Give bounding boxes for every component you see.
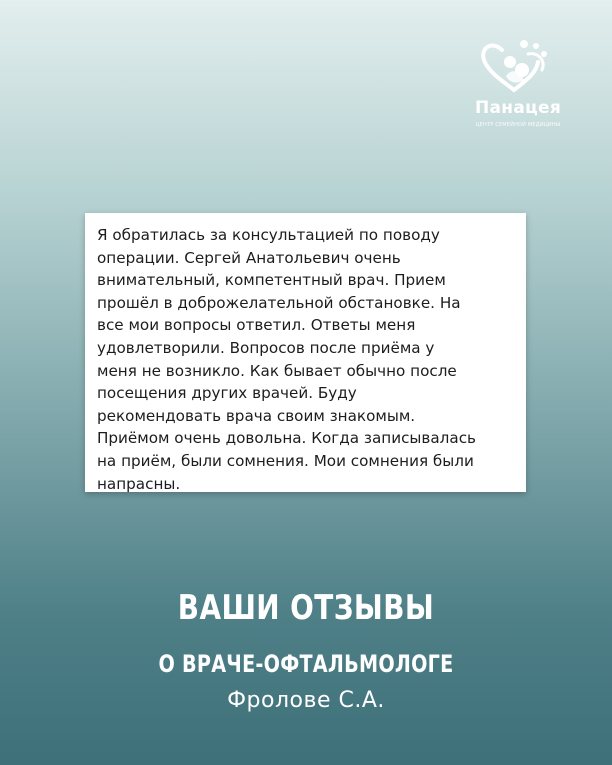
brand-tagline: ЦЕНТР СЕМЕЙНОЙ МЕДИЦИНЫ	[475, 122, 561, 128]
review-card	[85, 213, 526, 492]
page-subtitle: О ВРАЧЕ-ОФТАЛЬМОЛОГЕ	[158, 650, 454, 678]
heart-family-icon	[480, 36, 556, 96]
brand-logo	[468, 36, 572, 136]
page-title: ВАШИ ОТЗЫВЫ	[177, 588, 435, 628]
brand-name: Панацея	[474, 98, 562, 118]
review-text: Я обратилась за консультацией по поводу операции. Сергей Анатольевич очень внимательный, компетентный врач. Прием прошёл в доброжелательной обстановке. На все мои вопросы ответил. Ответы меня удовлетворили. Вопросов после приёма у меня не возникло. Как бывает обычно после посещения других врачей. Буду рекомендовать врача своим знакомым. Приёмом очень довольна. Когда записывалась на приём, были сомнения. Мои сомнения были напрасны.	[97, 226, 476, 493]
doctor-name: Фролове С.А.	[227, 688, 385, 713]
